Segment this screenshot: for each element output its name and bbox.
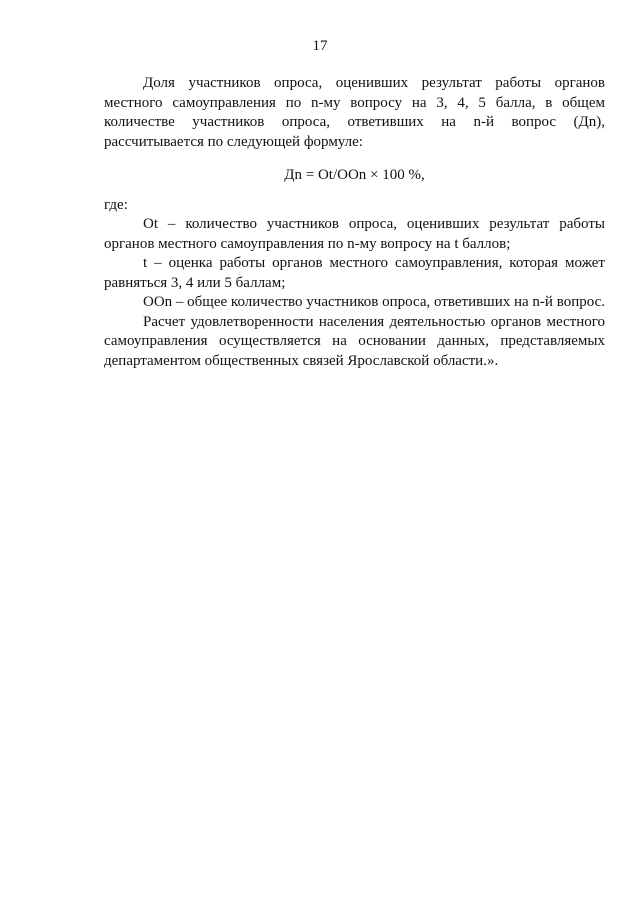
intro-paragraph: Доля участников опроса, оценивших результат работы органов местного самоуправления по n-му вопросу на 3, 4, 5 балла, в общем количестве участников опроса, ответивших на n-й вопрос (Дn), рассчитывается по следующей формуле: (104, 75, 605, 150)
where-label: где: (104, 196, 128, 213)
definition-ot: Ot – количество участников опроса, оценивших результат работы органов местного самоуправления по n-му вопросу на t баллов; (104, 216, 605, 252)
closing-paragraph: Расчет удовлетворенности населения деятельностью органов местного самоуправления осуществляется на основании данных, представляемых департаментом общественных связей Ярославской области.». (104, 313, 605, 369)
document-body (104, 74, 605, 371)
definition-t: t – оценка работы органов местного самоуправления, которая может равняться 3, 4 или 5 баллам; (104, 255, 605, 291)
definition-oon: OOn – общее количество участников опроса, ответивших на n-й вопрос. (143, 294, 605, 310)
page-number: 17 (312, 38, 328, 54)
formula: Дn = Ot/OOn × 100 %, (284, 167, 425, 183)
